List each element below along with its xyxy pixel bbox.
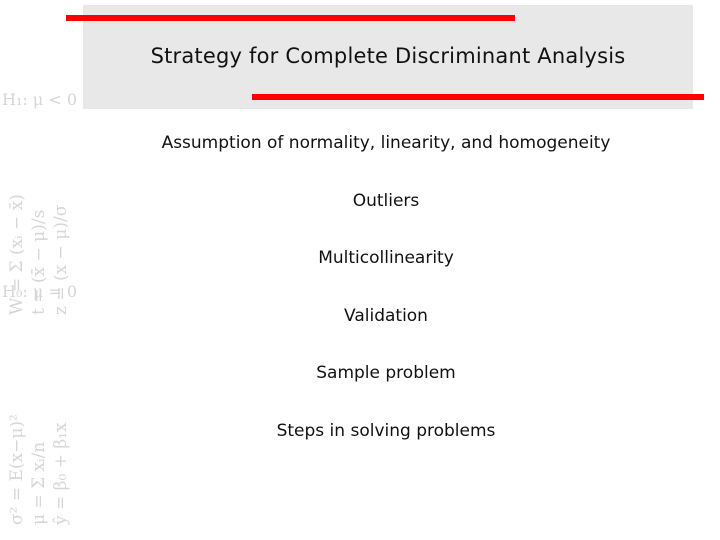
svg-text:t = (x̄ − μ)/s: t = (x̄ − μ)/s (29, 209, 49, 315)
accent-bar-top (66, 15, 515, 21)
bullet-list (80, 128, 692, 473)
bullet-item: Assumption of normality, linearity, and homogeneity (161, 133, 611, 153)
bullet-item: Outliers (352, 190, 420, 211)
svg-text:z = (x − μ)/σ: z = (x − μ)/σ (51, 204, 71, 315)
svg-text:σ² = E(x−μ)²: σ² = E(x−μ)² (7, 414, 27, 525)
accent-bar-bottom (252, 94, 704, 100)
bullet-item: Steps in solving problems (276, 420, 496, 441)
svg-text:μ = Σ xᵢ/n: μ = Σ xᵢ/n (29, 441, 49, 525)
svg-text:W = Σ (xᵢ − x̄): W = Σ (xᵢ − x̄) (7, 194, 27, 315)
bullet-item: Validation (344, 305, 428, 326)
svg-text:H₁: μ < 0: H₁: μ < 0 (2, 90, 77, 109)
svg-text:ŷ = β₀ + β₁x: ŷ = β₀ + β₁x (51, 422, 71, 525)
formula-watermark (0, 85, 80, 535)
svg-text:H₀: μ = 0: H₀: μ = 0 (2, 282, 77, 301)
bullet-item: Sample problem (316, 363, 456, 383)
slide-title: Strategy for Complete Discriminant Analysis (150, 44, 626, 68)
bullet-item: Multicollinearity (318, 248, 454, 268)
